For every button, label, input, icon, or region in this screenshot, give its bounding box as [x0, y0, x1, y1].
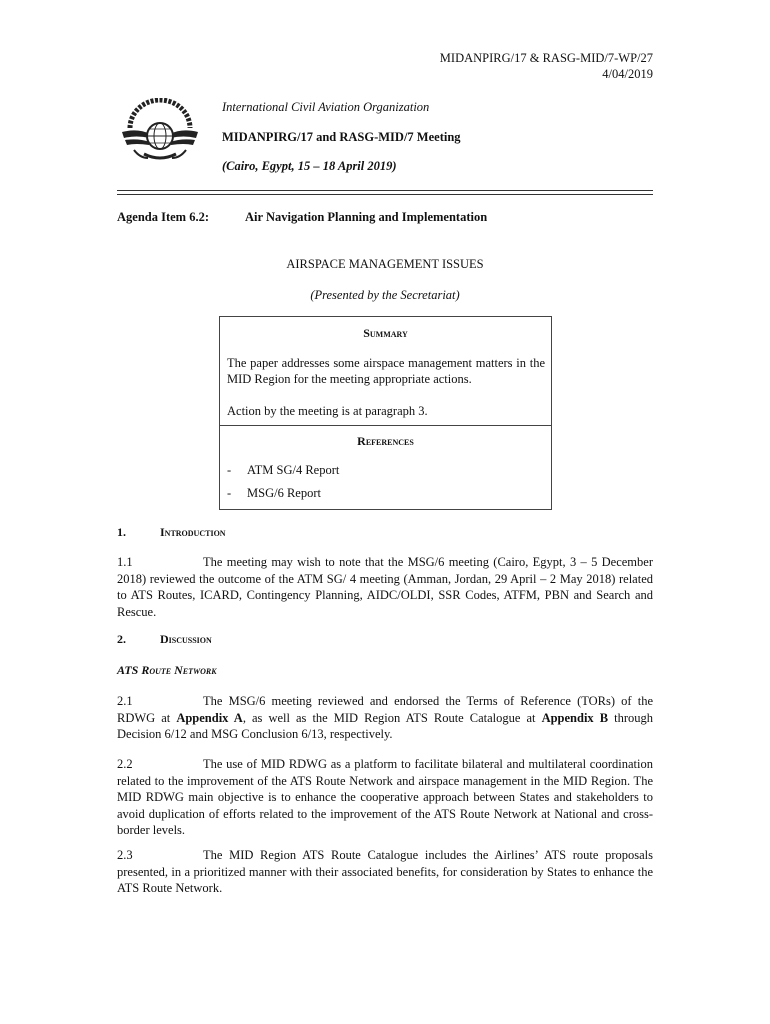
reference-text: MSG/6 Report — [247, 486, 321, 500]
subheading-ats-route-network: ATS Route Network — [117, 663, 217, 677]
section-number: 1. — [117, 525, 126, 539]
meeting-title: MIDANPIRG/17 and RASG-MID/7 Meeting — [222, 130, 461, 144]
summary-action: Action by the meeting is at paragraph 3. — [227, 404, 428, 418]
organization-name: International Civil Aviation Organization — [222, 100, 430, 114]
working-paper-number: MIDANPIRG/17 & RASG-MID/7-WP/27 — [439, 51, 653, 65]
agenda-title: Air Navigation Planning and Implementation — [245, 210, 488, 224]
appendix-b-ref: Appendix B — [541, 710, 609, 725]
paragraph-text: through Decision 6/12 and MSG Conclusion 6/13, respectively. — [117, 710, 653, 741]
paper-title: AIRSPACE MANAGEMENT ISSUES — [286, 257, 484, 271]
section-number: 2. — [117, 632, 126, 646]
paragraph-text: The MID Region ATS Route Catalogue includes the Airlines’ ATS route proposals presented, in a prioritized manner with their associated benefits, for consideration by States to enhance the ATS Route Network. — [117, 848, 653, 895]
paragraph-1-1 — [117, 554, 653, 620]
header-rule-bottom — [117, 194, 653, 195]
references-heading: References — [357, 434, 414, 448]
paragraph-number: 1.1 — [117, 555, 133, 569]
reference-bullet: - — [227, 463, 232, 477]
summary-box — [219, 316, 552, 510]
agenda-item — [117, 210, 488, 225]
document-date: 4/04/2019 — [602, 67, 653, 81]
paragraph-text: The use of MID RDWG as a platform to facilitate bilateral and multilateral coordination related to the improvement of the ATS Route Network and airspace management in the MID Region. The MID RDWG main objective is to enhance the cooperative approach between States and stakeholders to avoid duplication of efforts related to the improvement of the ATS Route Network at National and cross-border levels. — [117, 757, 653, 837]
section-heading-discussion — [117, 632, 212, 647]
paragraph-number: 2.1 — [117, 694, 133, 708]
appendix-a-ref: Appendix A — [176, 710, 243, 725]
paragraph-number: 2.2 — [117, 757, 133, 771]
paragraph-2-1 — [117, 693, 653, 743]
agenda-label: Agenda Item 6.2: — [117, 210, 210, 224]
header-block — [222, 100, 461, 175]
summary-divider — [220, 425, 551, 426]
paragraph-2-2 — [117, 756, 653, 839]
reference-text: ATM SG/4 Report — [247, 463, 340, 477]
paragraph-2-3 — [117, 847, 653, 897]
paragraph-number: 2.3 — [117, 848, 133, 862]
header-rule-top — [117, 190, 653, 191]
document-reference — [440, 50, 653, 82]
summary-text: The paper addresses some airspace management matters in the MID Region for the meeting appropriate actions. — [227, 356, 545, 386]
reference-item — [227, 486, 321, 501]
paper-presenter: (Presented by the Secretariat) — [310, 288, 460, 302]
section-title: Discussion — [160, 632, 212, 646]
reference-bullet: - — [227, 486, 232, 500]
reference-item — [227, 463, 340, 478]
meeting-venue: (Cairo, Egypt, 15 – 18 April 2019) — [222, 159, 397, 173]
section-heading-introduction — [117, 525, 226, 540]
paragraph-text: The MSG/6 meeting reviewed and endorsed the Terms of Reference (TORs) of the RDWG at — [117, 694, 653, 725]
icao-logo-icon — [120, 98, 200, 164]
summary-heading: Summary — [363, 326, 408, 340]
section-title: Introduction — [160, 525, 226, 539]
paragraph-text: , as well as the MID Region ATS Route Catalogue at — [242, 710, 542, 725]
paragraph-text: The meeting may wish to note that the MSG/6 meeting (Cairo, Egypt, 3 – 5 December 2018) reviewed the outcome of the ATM SG/ 4 meeting (Amman, Jordan, 29 April – 2 May 2018) related to ATS Routes, ICARD, Contingency Planning, AIDC/OLDI, SSR Codes, ATFM, PBN and Search and Rescue. — [117, 555, 653, 619]
